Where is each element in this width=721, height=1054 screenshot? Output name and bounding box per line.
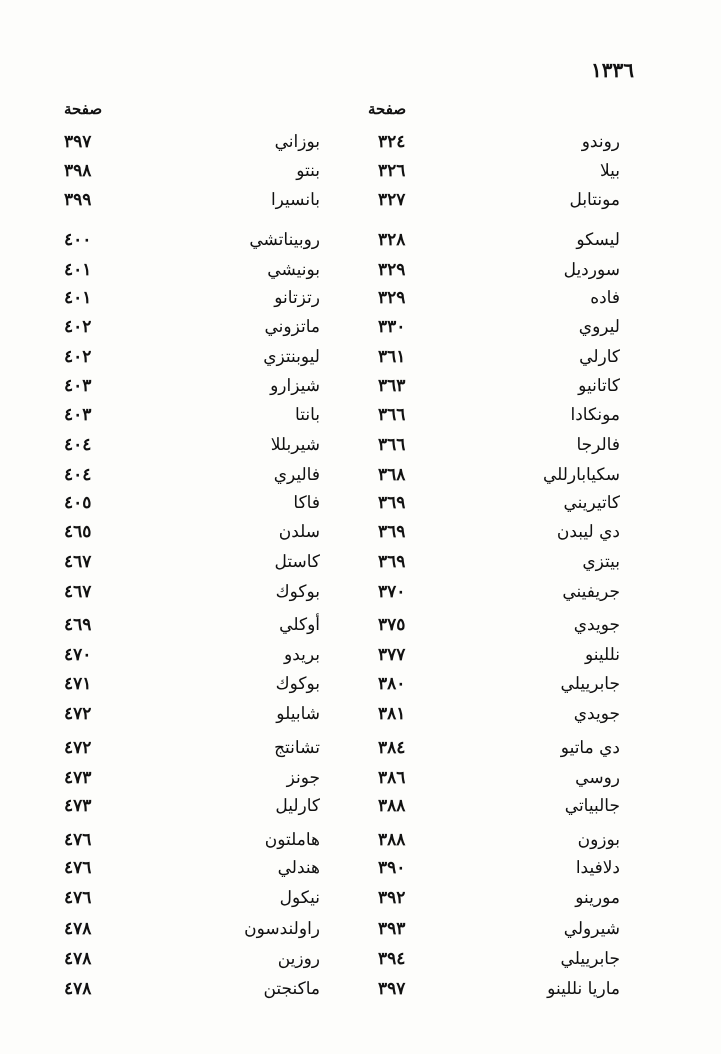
index-row [0, 461, 721, 489]
entry-name-right: جابرييلي [560, 674, 620, 694]
entry-name-left: جونز [286, 768, 320, 788]
entry-page-left: ٤٧٢ [64, 704, 92, 724]
entry-name-right: ليسكو [576, 230, 620, 250]
entry-page-right: ٣٧٠ [378, 582, 406, 602]
entry-page-left: ٤٦٧ [64, 582, 92, 602]
entry-page-right: ٣٧٥ [378, 615, 406, 635]
entry-page-right: ٣٢٨ [378, 230, 406, 250]
entry-page-left: ٣٩٩ [64, 190, 92, 210]
entry-page-right: ٣٨٨ [378, 830, 406, 850]
entry-page-left: ٣٩٨ [64, 161, 92, 181]
page-number: ١٣٣٦ [591, 58, 634, 82]
entry-name-left: بانسيرا [270, 190, 320, 210]
entry-name-left: بانتا [295, 405, 320, 425]
entry-name-right: شيرولي [563, 919, 620, 939]
entry-name-right: سورديل [563, 260, 620, 280]
index-row [0, 157, 721, 185]
entry-page-left: ٤٠١ [64, 288, 92, 308]
entry-name-right: دي ليبدن [556, 522, 620, 542]
entry-page-left: ٤٧٦ [64, 888, 92, 908]
entry-name-right: دي ماتيو [560, 738, 620, 758]
entry-name-left: هاملتون [264, 830, 320, 850]
entry-name-right: روندو [581, 132, 620, 152]
entry-page-right: ٣٨٦ [378, 768, 406, 788]
entry-page-right: ٣٢٤ [378, 132, 406, 152]
entry-page-left: ٤٠٥ [64, 493, 92, 513]
entry-name-left: هندلي [277, 858, 320, 878]
index-row [0, 284, 721, 312]
index-row [0, 854, 721, 882]
index-row [0, 548, 721, 576]
entry-page-right: ٣٨٨ [378, 796, 406, 816]
entry-name-left: ماتزوني [264, 317, 320, 337]
entry-name-left: أوكلي [279, 615, 320, 635]
entry-name-right: روسي [575, 768, 620, 788]
entry-page-right: ٣٦٩ [378, 552, 406, 572]
index-row [0, 700, 721, 728]
entry-page-right: ٣٦٦ [378, 435, 406, 455]
entry-page-left: ٤٠٢ [64, 347, 92, 367]
entry-page-left: ٤٧٢ [64, 738, 92, 758]
entry-page-left: ٤٧٣ [64, 796, 92, 816]
entry-page-right: ٣٩٤ [378, 949, 406, 969]
entry-name-right: مونتابل [569, 190, 620, 210]
entry-name-right: جريفيني [562, 582, 620, 602]
entry-page-right: ٣٩٠ [378, 858, 406, 878]
entry-name-left: روزين [277, 949, 320, 969]
entry-page-left: ٤٠٣ [64, 405, 92, 425]
index-row [0, 256, 721, 284]
index-row [0, 945, 721, 973]
entry-page-left: ٤٧٦ [64, 830, 92, 850]
index-row [0, 792, 721, 820]
entry-name-right: كاتانيو [578, 376, 620, 396]
entry-page-left: ٤٧٨ [64, 949, 92, 969]
entry-page-left: ٤٠٣ [64, 376, 92, 396]
entry-page-left: ٤٧٣ [64, 768, 92, 788]
index-row [0, 401, 721, 429]
index-row [0, 128, 721, 156]
entry-name-left: سلدن [278, 522, 320, 542]
entry-page-right: ٣٣٠ [378, 317, 406, 337]
entry-name-right: فالرجا [576, 435, 620, 455]
entry-name-left: بونيشي [267, 260, 320, 280]
entry-name-left: ليوبنتزي [263, 347, 320, 367]
entry-name-right: مورينو [575, 888, 620, 908]
entry-name-right: بيتزي [582, 552, 620, 572]
entry-name-left: شيزارو [270, 376, 320, 396]
index-row [0, 226, 721, 254]
entry-name-right: جويدي [573, 704, 620, 724]
entry-name-right: سكيابارللي [542, 465, 620, 485]
entry-page-left: ٤٠٤ [64, 435, 92, 455]
entry-name-right: كارلي [579, 347, 620, 367]
column-header-page-right: صفحة [368, 100, 407, 118]
index-row [0, 186, 721, 214]
entry-page-right: ٣٨١ [378, 704, 406, 724]
entry-name-right: بيلا [599, 161, 620, 181]
entry-name-left: نيكول [279, 888, 320, 908]
entry-page-right: ٣٦٩ [378, 522, 406, 542]
entry-page-right: ٣٩٧ [378, 979, 406, 999]
entry-page-left: ٤٦٩ [64, 615, 92, 635]
entry-page-right: ٣٧٧ [378, 645, 406, 665]
entry-name-right: فاده [590, 288, 620, 308]
entry-page-left: ٤٦٥ [64, 522, 92, 542]
index-row [0, 975, 721, 1003]
index-row [0, 826, 721, 854]
entry-name-right: دلافيدا [575, 858, 620, 878]
index-row [0, 313, 721, 341]
entry-name-left: راولندسون [244, 919, 320, 939]
entry-page-right: ٣٦١ [378, 347, 406, 367]
entry-name-right: ليروي [578, 317, 620, 337]
index-row [0, 372, 721, 400]
entry-page-left: ٤٠٢ [64, 317, 92, 337]
entry-page-right: ٣٢٩ [378, 288, 406, 308]
entry-page-right: ٣٩٢ [378, 888, 406, 908]
entry-name-left: بوكوك [275, 582, 320, 602]
entry-page-left: ٤٧٨ [64, 979, 92, 999]
entry-page-right: ٣٢٩ [378, 260, 406, 280]
entry-page-left: ٤٧٨ [64, 919, 92, 939]
entry-name-right: ماريا نللينو [547, 979, 620, 999]
index-row [0, 915, 721, 943]
entry-name-left: بوزاني [274, 132, 320, 152]
entry-name-left: رتزتانو [274, 288, 320, 308]
entry-page-right: ٣٢٦ [378, 161, 406, 181]
entry-name-left: روبيناتشي [249, 230, 320, 250]
entry-name-left: بوكوك [275, 674, 320, 694]
index-row [0, 343, 721, 371]
entry-page-left: ٤٧٦ [64, 858, 92, 878]
column-header-page-left: صفحة [64, 100, 103, 118]
index-row [0, 884, 721, 912]
index-row [0, 611, 721, 639]
entry-name-right: جويدي [573, 615, 620, 635]
entry-page-right: ٣٦٩ [378, 493, 406, 513]
entry-name-right: كاتيريني [563, 493, 620, 513]
entry-name-right: بوزون [577, 830, 620, 850]
entry-name-right: مونكادا [570, 405, 620, 425]
entry-page-right: ٣٨٠ [378, 674, 406, 694]
entry-name-left: بنتو [296, 161, 320, 181]
entry-name-left: كارليل [275, 796, 320, 816]
entry-page-right: ٣٦٨ [378, 465, 406, 485]
entry-name-left: شيربللا [270, 435, 320, 455]
index-row [0, 734, 721, 762]
index-row [0, 764, 721, 792]
entry-page-right: ٣٨٤ [378, 738, 406, 758]
entry-page-left: ٤٠٤ [64, 465, 92, 485]
index-row [0, 489, 721, 517]
entry-name-right: نللينو [584, 645, 620, 665]
entry-name-left: بريدو [284, 645, 320, 665]
entry-name-left: كاستل [274, 552, 320, 572]
index-row [0, 670, 721, 698]
entry-page-right: ٣٢٧ [378, 190, 406, 210]
index-row [0, 518, 721, 546]
entry-page-left: ٤٦٧ [64, 552, 92, 572]
entry-page-left: ٤٧١ [64, 674, 92, 694]
entry-page-left: ٤٠٠ [64, 230, 92, 250]
entry-page-right: ٣٦٦ [378, 405, 406, 425]
entry-name-right: جابرييلي [560, 949, 620, 969]
entry-name-left: فاكا [293, 493, 320, 513]
entry-name-right: جالبياتي [564, 796, 620, 816]
entry-page-left: ٣٩٧ [64, 132, 92, 152]
entry-name-left: تشانتج [274, 738, 320, 758]
index-row [0, 641, 721, 669]
entry-page-left: ٤٧٠ [64, 645, 92, 665]
entry-name-left: فاليري [273, 465, 320, 485]
entry-name-left: شابيلو [276, 704, 320, 724]
entry-page-right: ٣٦٣ [378, 376, 406, 396]
entry-name-left: ماكنجتن [263, 979, 320, 999]
entry-page-right: ٣٩٣ [378, 919, 406, 939]
index-row [0, 431, 721, 459]
index-row [0, 578, 721, 606]
entry-page-left: ٤٠١ [64, 260, 92, 280]
